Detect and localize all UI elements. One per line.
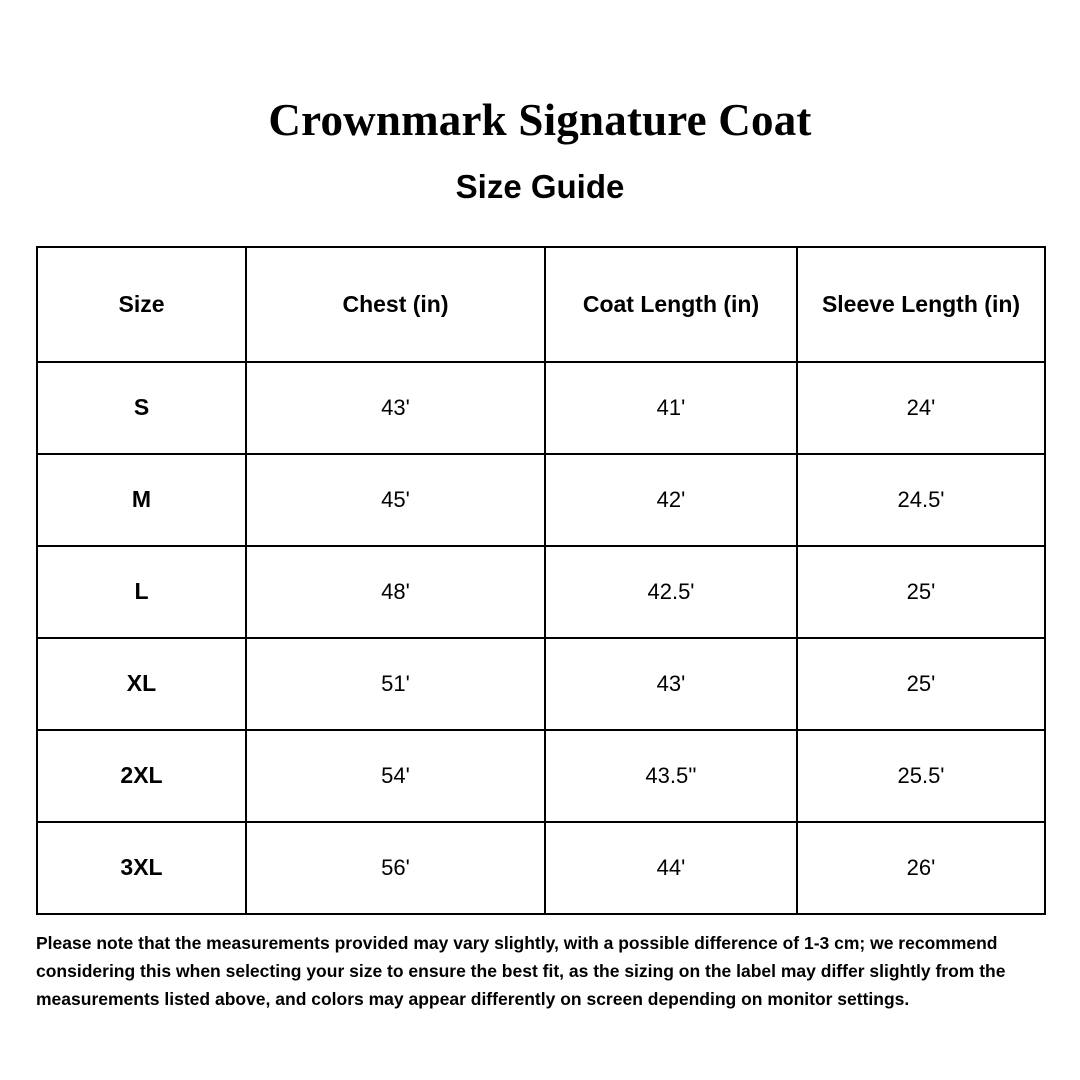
column-header-chest: Chest (in) — [246, 247, 545, 362]
cell-size: L — [37, 546, 246, 638]
cell-coat-length: 42.5' — [545, 546, 797, 638]
column-header-sleeve-length: Sleeve Length (in) — [797, 247, 1045, 362]
table-row — [37, 638, 1045, 730]
cell-coat-length: 44' — [545, 822, 797, 914]
table-row — [37, 822, 1045, 914]
column-header-coat-length: Coat Length (in) — [545, 247, 797, 362]
table-header — [37, 247, 1045, 362]
table-row — [37, 454, 1045, 546]
cell-size: S — [37, 362, 246, 454]
cell-coat-length: 42' — [545, 454, 797, 546]
cell-coat-length: 43.5'' — [545, 730, 797, 822]
cell-chest: 45' — [246, 454, 545, 546]
cell-chest: 56' — [246, 822, 545, 914]
measurement-note: Please note that the measurements provided may vary slightly, with a possible difference of 1-3 cm; we recommend considering this when selecting your size to ensure the best fit, as the sizing on the label may differ slightly from the measurements listed above, and colors may appear differently on screen depending on monitor settings. — [36, 932, 1006, 1010]
table-header-row — [37, 247, 1045, 362]
cell-sleeve-length: 24' — [797, 362, 1045, 454]
cell-sleeve-length: 24.5' — [797, 454, 1045, 546]
cell-size: 3XL — [37, 822, 246, 914]
table-body — [37, 362, 1045, 914]
cell-coat-length: 41' — [545, 362, 797, 454]
cell-size: XL — [37, 638, 246, 730]
size-table-container — [36, 206, 1044, 915]
cell-sleeve-length: 25.5' — [797, 730, 1045, 822]
cell-chest: 54' — [246, 730, 545, 822]
cell-size: M — [37, 454, 246, 546]
page-title: Crownmark Signature Coat — [268, 95, 812, 145]
cell-size: 2XL — [37, 730, 246, 822]
cell-chest: 43' — [246, 362, 545, 454]
cell-sleeve-length: 25' — [797, 638, 1045, 730]
table-row — [37, 546, 1045, 638]
cell-sleeve-length: 25' — [797, 546, 1045, 638]
cell-chest: 51' — [246, 638, 545, 730]
cell-coat-length: 43' — [545, 638, 797, 730]
table-row — [37, 730, 1045, 822]
table-row — [37, 362, 1045, 454]
cell-chest: 48' — [246, 546, 545, 638]
cell-sleeve-length: 26' — [797, 822, 1045, 914]
size-table — [36, 246, 1046, 915]
column-header-size: Size — [37, 247, 246, 362]
page-subtitle: Size Guide — [455, 167, 625, 205]
